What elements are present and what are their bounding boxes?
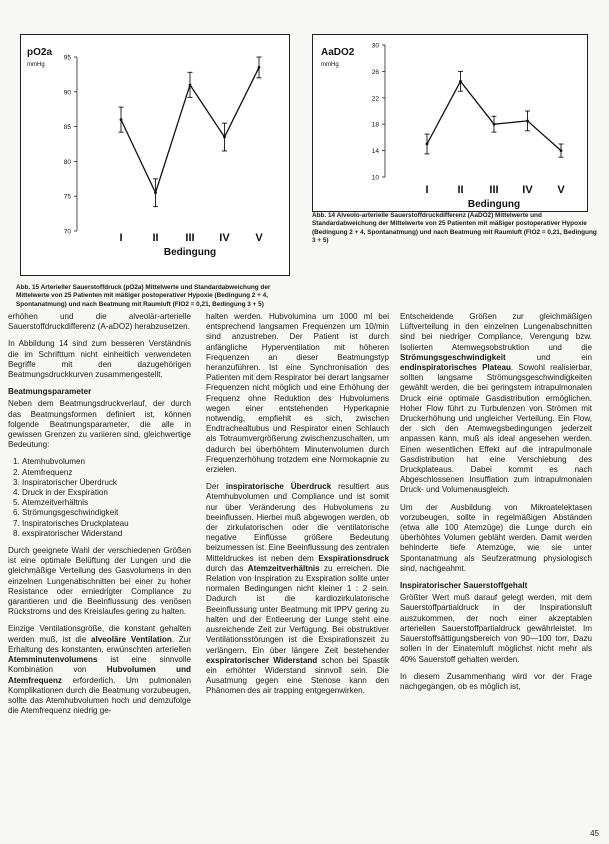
y-tick-label: 90 <box>63 89 71 97</box>
bold-term: Strömungsgeschwindigkeit <box>400 352 506 362</box>
list-item: 2. Atemfrequenz <box>22 468 191 478</box>
y-tick-label: 80 <box>63 158 71 166</box>
list-item: 4. Druck in der Exspiration <box>22 488 191 498</box>
y-tick-label: 14 <box>371 148 379 156</box>
x-tick-label: III <box>489 184 499 196</box>
text-run: Entscheidende Größen zur gleichmäßigen Lüftverteilung in den einzelnen Lungenabschnitten sind bei <box>400 312 592 342</box>
y-tick-label: 85 <box>63 124 71 132</box>
y-tick-label: 22 <box>371 95 379 103</box>
text-run: resultiert aus Atemhubvolumen und Compliance und ist somit nur über Veränderung des Hubvolumens zu beeinflussen. Hierbei muß abgewogen werden, ob der zirkulatorischen oder die ventilatorische negative Einflüsse größere Bedeutung beizumessen ist. Eine Beeinflussung des zentralen Mitteldruckes ist neben dem <box>206 482 389 563</box>
data-point <box>189 83 192 86</box>
bold-term: Atemminutenvolumens <box>8 655 98 665</box>
text-run: . Sowohl realisierbar, sollten langsame Strömungsgeschwindigkeiten gewählt werden, die bei geringstem intrapulmonalen Druck eine optimale Gasdistribution ermöglichen. Hoher Flow führt zu Turbulenzen von Strömen mit Druckerhöhung und ungleicher Verteilung. Ein Flow, der sich den Atemwegsbedingungen jederzeit anpassen kann, muß als ideal angesehen werden. Einen wesentlichen Effekt auf die intrapulmonale Gasdistribution hat eine Verschiebung des Druckplateaus. Dabei kommt es nach Abgeschlossenen Insufflation zum intrapulmonalen Druck- und Volumenausgleich. <box>400 363 592 495</box>
text-run: durch das <box>206 563 248 573</box>
text-run: Einzige Ventilationsgröße, die konstant gehalten werden muß, ist die <box>8 624 191 644</box>
paragraph <box>206 482 389 696</box>
paragraph: Größter Wert muß darauf gelegt werden, mit dem Sauerstoffpartialdruck in der Inspirationsluft auszukommen, der noch einer akzeptablen arteriellen Sauerstoffpartialdruck gewährleistet. Im Sauerstoffsättigungsbereich von 90—100 torr, Dazu sollen in der Einatemluft möglichst nicht mehr als 40% Sauerstoff gehalten werden. <box>400 593 592 664</box>
bold-term: inspiratorische Überdruck <box>225 482 332 492</box>
y-axis-unit: mmHg <box>321 62 339 68</box>
figure-caption-14: Abb. 14 Alveolo-arterielle Sauerstoffdruckdifferenz (AaDO2) Mittelwerte und Standardabweichung der Mittelwerte von 25 Patienten mit mäßiger postoperativer Hypoxie (Bedingung 2 + 4, Spontanatmung) und nach Beatmung mit Raumluft (FIO2 = 0,21, Bedingung 3 + 5) <box>312 212 597 245</box>
text-run: niedriger Compliance, Verengung bzw. Isolierten Atemwegsobstruktion und die <box>400 332 592 352</box>
paragraph: erhöhen und die alveolär-arterielle Sauerstoffdruckdifferenz (A-aDO2) herabzusetzen. <box>8 312 191 332</box>
text-column-2 <box>206 312 389 704</box>
text-column-1 <box>8 312 191 723</box>
y-tick-label: 30 <box>371 42 379 50</box>
data-point <box>258 66 261 69</box>
chart-aado2 <box>312 34 588 212</box>
paragraph <box>8 624 191 716</box>
x-axis-label: Bedingung <box>467 199 521 210</box>
bold-term: Hubvolumen und Atemfrequenz <box>8 665 191 685</box>
data-point <box>526 120 529 123</box>
paragraph: In Abbildung 14 sind zum besseren Verständnis die im Schrifttum nicht einheitlich verwendeten Begriffe mit den dazugehörigen Beatmungsdruckkurven zusammengestellt. <box>8 339 191 380</box>
x-tick-label: I <box>119 232 123 244</box>
y-tick-label: 75 <box>63 193 71 201</box>
x-tick-label: IV <box>219 232 230 244</box>
paragraph: In diesem Zusammenhang wird vor der Frage nachgegangen, ob es möglich ist, <box>400 671 592 691</box>
chart-aado2-svg <box>313 35 587 211</box>
x-tick-label: II <box>457 184 464 196</box>
paragraph: Durch geeignete Wahl der verschiedenen Größen ist eine optimale Belüftung der Lungen und die gleichmäßige Verteilung des Gasvolumens in den einzelnen Lungenabschnitten bei einer zu hoher Resistance oder erniedrigter Compliance zu garantieren und die Beeinflussung des venösen Rückstroms und des Kreislaufes gering zu halten. <box>8 546 191 617</box>
data-point <box>154 191 157 194</box>
paragraph: halten werden. Hubvolumina um 1000 ml bei entsprechend langsamen Frequenzen um 10/min sind anzustreben. Der Patient ist durch anfängliche Hyperventilation mit höheren Frequenzen an dieser Beatmungstyp heranzuführen. Ist eine Synchronisation des Patienten mit dem Respirator bei derart langsamer Frequenzen nicht möglich und eine Erhöhung der Frequenz ohne Reduktion des Hubvolumens wegen einer entstehenden Hyperkapnie notwendig, empfiehlt es sich, zwischen Endtrachealtubus und Respirator einen Schlauch als Totraumvergrößerung zwischenzuschalten, um dadurch bei überhöhtem Minutenvolumen durch Frequenzerhöhung trotzdem eine Normokapnie zu erzielen. <box>206 312 389 475</box>
y-axis-label: AaDO2 <box>321 47 355 58</box>
section-heading: Beatmungsparameter <box>8 387 92 397</box>
list-item: 3. Inspiratorischer Überdruck <box>22 478 191 488</box>
text-run: erforderlich. Um pulmonalen Komplikationen durch die Beatmung vorzubeugen, sollte das Atemhubvolumen hoch und demzufolge die Atemfrequenz niedrig ge- <box>8 675 191 716</box>
bold-term: alveoläre Ventilation <box>91 634 172 644</box>
x-tick-label: V <box>557 184 565 196</box>
data-point <box>560 149 563 152</box>
y-tick-label: 10 <box>371 174 379 182</box>
x-tick-label: III <box>185 232 195 244</box>
y-tick-label: 18 <box>371 121 379 129</box>
paragraph: Um der Ausbildung von Mikroatelektasen vorzubeugen, sollte in regelmäßigen Abständen (etwa alle 100 Atemzüge) die Lunge durch ein überhöhtes Volumen gebläht werden. Damit werden behinderte tiefe Atemzüge, wie sie unter Spontanatmung als Seufzeratmung physiologisch sind, nachgeahmt. <box>400 502 592 573</box>
list-item: 6. Strömungsgeschwindigkeit <box>22 508 191 518</box>
x-tick-label: IV <box>522 184 533 196</box>
parameter-list <box>8 457 191 539</box>
text-column-3 <box>400 312 592 699</box>
section-heading: Inspiratorischer Sauerstoffgehalt <box>400 581 528 591</box>
data-point <box>493 123 496 126</box>
y-tick-label: 70 <box>63 228 71 236</box>
bold-term: Exspirationsdruck <box>318 553 389 563</box>
chart-po2a <box>20 34 290 276</box>
x-tick-label: V <box>255 232 263 244</box>
data-point <box>223 136 226 139</box>
page-number: 45 <box>590 829 599 838</box>
figure-caption-15: Abb. 15 Arterieller Sauerstoffdruck (pO2a) Mittelwerte und Standardabweichung der Mittelwerte von 25 Patienten mit mäßiger postoperativer Hypoxie (Bedingung 2 + 4, Spontanatmung) und nach Beatmung mit Raumluft (FIO2 = 0,21, Bedingung 3 + 5) <box>16 284 271 308</box>
chart-po2a-svg <box>21 35 289 275</box>
bold-term: exspiratorischer Widerstand <box>206 655 318 665</box>
paragraph: Neben dem Beatmungsdruckverlauf, der durch das Beatmungsformen definiert ist, können folgende Beatmungsparameter, die alle in gewissen Grenzen zu variieren sind, gleichwertige Bedeutung: <box>8 399 191 450</box>
list-item: 7. Inspiratorisches Druckplateau <box>22 519 191 529</box>
text-run: schon bei Spastik ein erhöhter Widerstand sinnvoll sein. Die Ausatmung gegen eine Stenose kann den Phänomen des air trapping entgegenwirken. <box>206 655 389 696</box>
x-tick-label: II <box>152 232 159 244</box>
data-point <box>459 80 462 83</box>
list-item: 5. Atemzeitverhältnis <box>22 498 191 508</box>
text-run: und ein <box>505 352 592 362</box>
text-run: Der <box>206 482 226 492</box>
x-tick-label: I <box>425 184 429 196</box>
y-axis-label: pO2a <box>27 47 53 58</box>
text-run: ist eine sinnvolle Kombination von <box>8 655 191 675</box>
y-axis-unit: mmHg <box>27 62 45 68</box>
paragraph <box>400 312 592 496</box>
y-tick-label: 26 <box>371 68 379 76</box>
text-run: zu erreichen. Die Relation von Inspiration zu Exspiration sollte unter normalen Bedingungen nicht kleiner 1 : 2 sein. Dadurch ist die kardiozirkulatorische Beeinflussung unter Beatmung mit IPPV gering zu halten und der Entleerung der Lunge steht eine ausreichende Zeit zur Verfügung. Bei obstruktiver Ventilationsstörungen ist die Exspirationszeit zu verlängern. Ein über längere Zeit bestehender <box>206 563 389 655</box>
bold-term: Atemzeitverhältnis <box>247 563 320 573</box>
data-point <box>426 143 429 146</box>
bold-term: endinspiratorisches Plateau <box>400 363 511 373</box>
text-run: . Zur Erhaltung des konstanten, erwünschten arteriellen <box>8 634 192 654</box>
x-axis-label: Bedingung <box>163 247 217 258</box>
list-item: 1. Atemhubvolumen <box>22 457 191 467</box>
list-item: 8. exspiratorischer Widerstand <box>22 529 191 539</box>
data-point <box>120 118 123 121</box>
y-tick-label: 95 <box>63 54 71 62</box>
